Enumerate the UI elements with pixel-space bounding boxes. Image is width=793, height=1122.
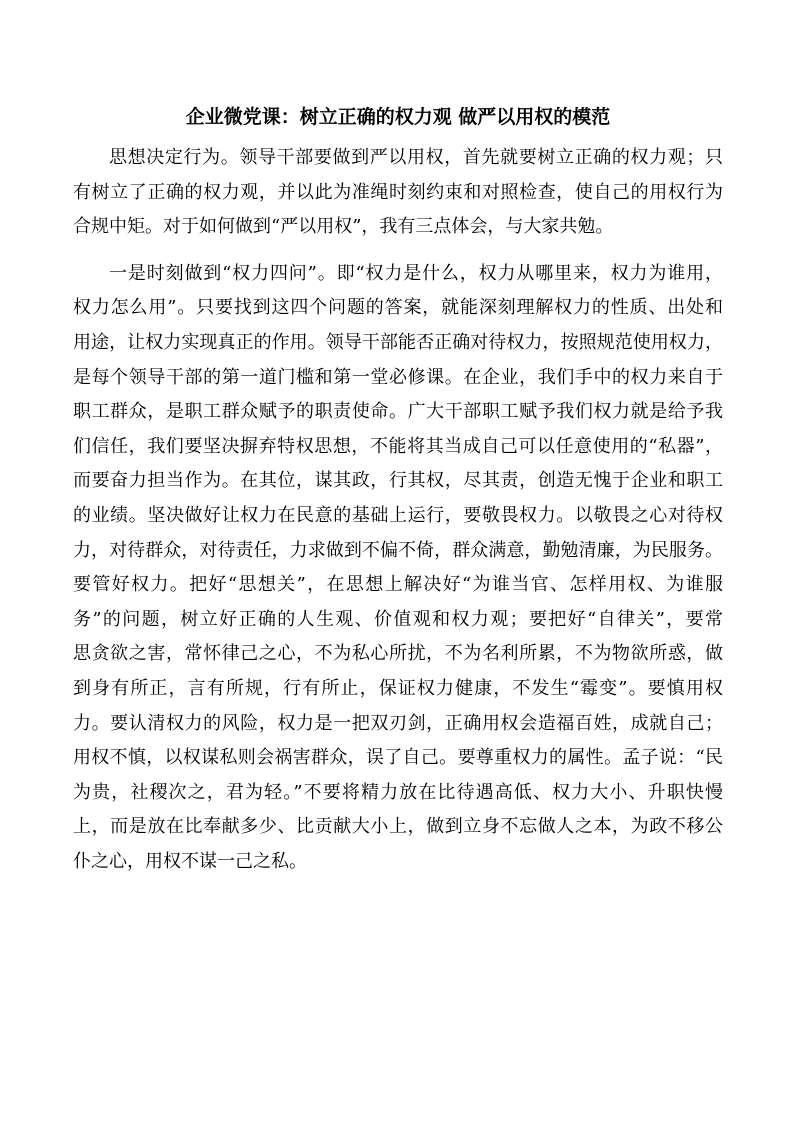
- text-line: 们信任，我们要坚决摒弃特权思想，不能将其当成自己可以任意使用的“私器”，: [73, 435, 723, 457]
- text-line: 是每个领导干部的第一道门槛和第一堂必修课。在企业，我们手中的权力来自于: [73, 366, 723, 388]
- text-line: 力。要认清权力的风险，权力是一把双刃剑，正确用权会造福百姓，成就自己；: [73, 712, 723, 734]
- text-line: 用途，让权力实现真正的作用。领导干部能否正确对待权力，按照规范使用权力，: [73, 331, 723, 353]
- text-line: 到身有所正，言有所规，行有所止，保证权力健康，不发生“霉变”。要慎用权: [73, 677, 723, 699]
- text-line: 仆之心，用权不谋一己之私。: [73, 850, 307, 872]
- text-line: 力，对待群众，对待责任，力求做到不偏不倚，群众满意，勤勉清廉，为民服务。: [73, 539, 723, 561]
- text-line: 的业绩。坚决做好让权力在民意的基础上运行，要敬畏权力。以敬畏之心对待权: [73, 504, 723, 526]
- text-line: 合规中矩。对于如何做到“严以用权”，我有三点体会，与大家共勉。: [73, 216, 614, 238]
- document-title: 企业微党课：树立正确的权力观 做严以用权的模范: [185, 106, 611, 128]
- text-line: 权力怎么用”。只要找到这四个问题的答案，就能深刻理解权力的性质、出处和: [73, 297, 723, 319]
- paragraph-2: [73, 257, 723, 880]
- text-line: 职工群众，是职工群众赋予的职责使命。广大干部职工赋予我们权力就是给予我: [73, 401, 723, 423]
- text-line: 思想决定行为。领导干部要做到严以用权，首先就要树立正确的权力观；只: [109, 147, 723, 168]
- text-line: 要管好权力。把好“思想关”，在思想上解决好“为谁当官、怎样用权、为谁服: [73, 574, 723, 596]
- text-line: 用权不慎，以权谋私则会祸害群众，误了自己。要尊重权力的属性。孟子说：“民: [73, 747, 723, 769]
- text-line: 上，而是放在比奉献多少、比贡献大小上，做到立身不忘做人之本，为政不移公: [73, 816, 723, 838]
- paragraph-1: [73, 141, 723, 245]
- text-line: 思贪欲之害，常怀律己之心，不为私心所扰，不为名利所累，不为物欲所惑，做: [73, 643, 723, 665]
- text-line: 一是时刻做到“权力四问”。即“权力是什么，权力从哪里来，权力为谁用，: [109, 262, 723, 284]
- text-line: 有树立了正确的权力观，并以此为准绳时刻约束和对照检查，使自己的用权行为: [73, 181, 723, 203]
- text-line: 为贵，社稷次之，君为轻。”不要将精力放在比待遇高低、权力大小、升职快慢: [73, 781, 723, 803]
- text-line: 务”的问题，树立好正确的人生观、价值观和权力观；要把好“自律关”，要常: [73, 608, 723, 630]
- document-body: [73, 141, 723, 891]
- text-line: 而要奋力担当作为。在其位，谋其政，行其权，尽其责，创造无愧于企业和职工: [73, 470, 723, 492]
